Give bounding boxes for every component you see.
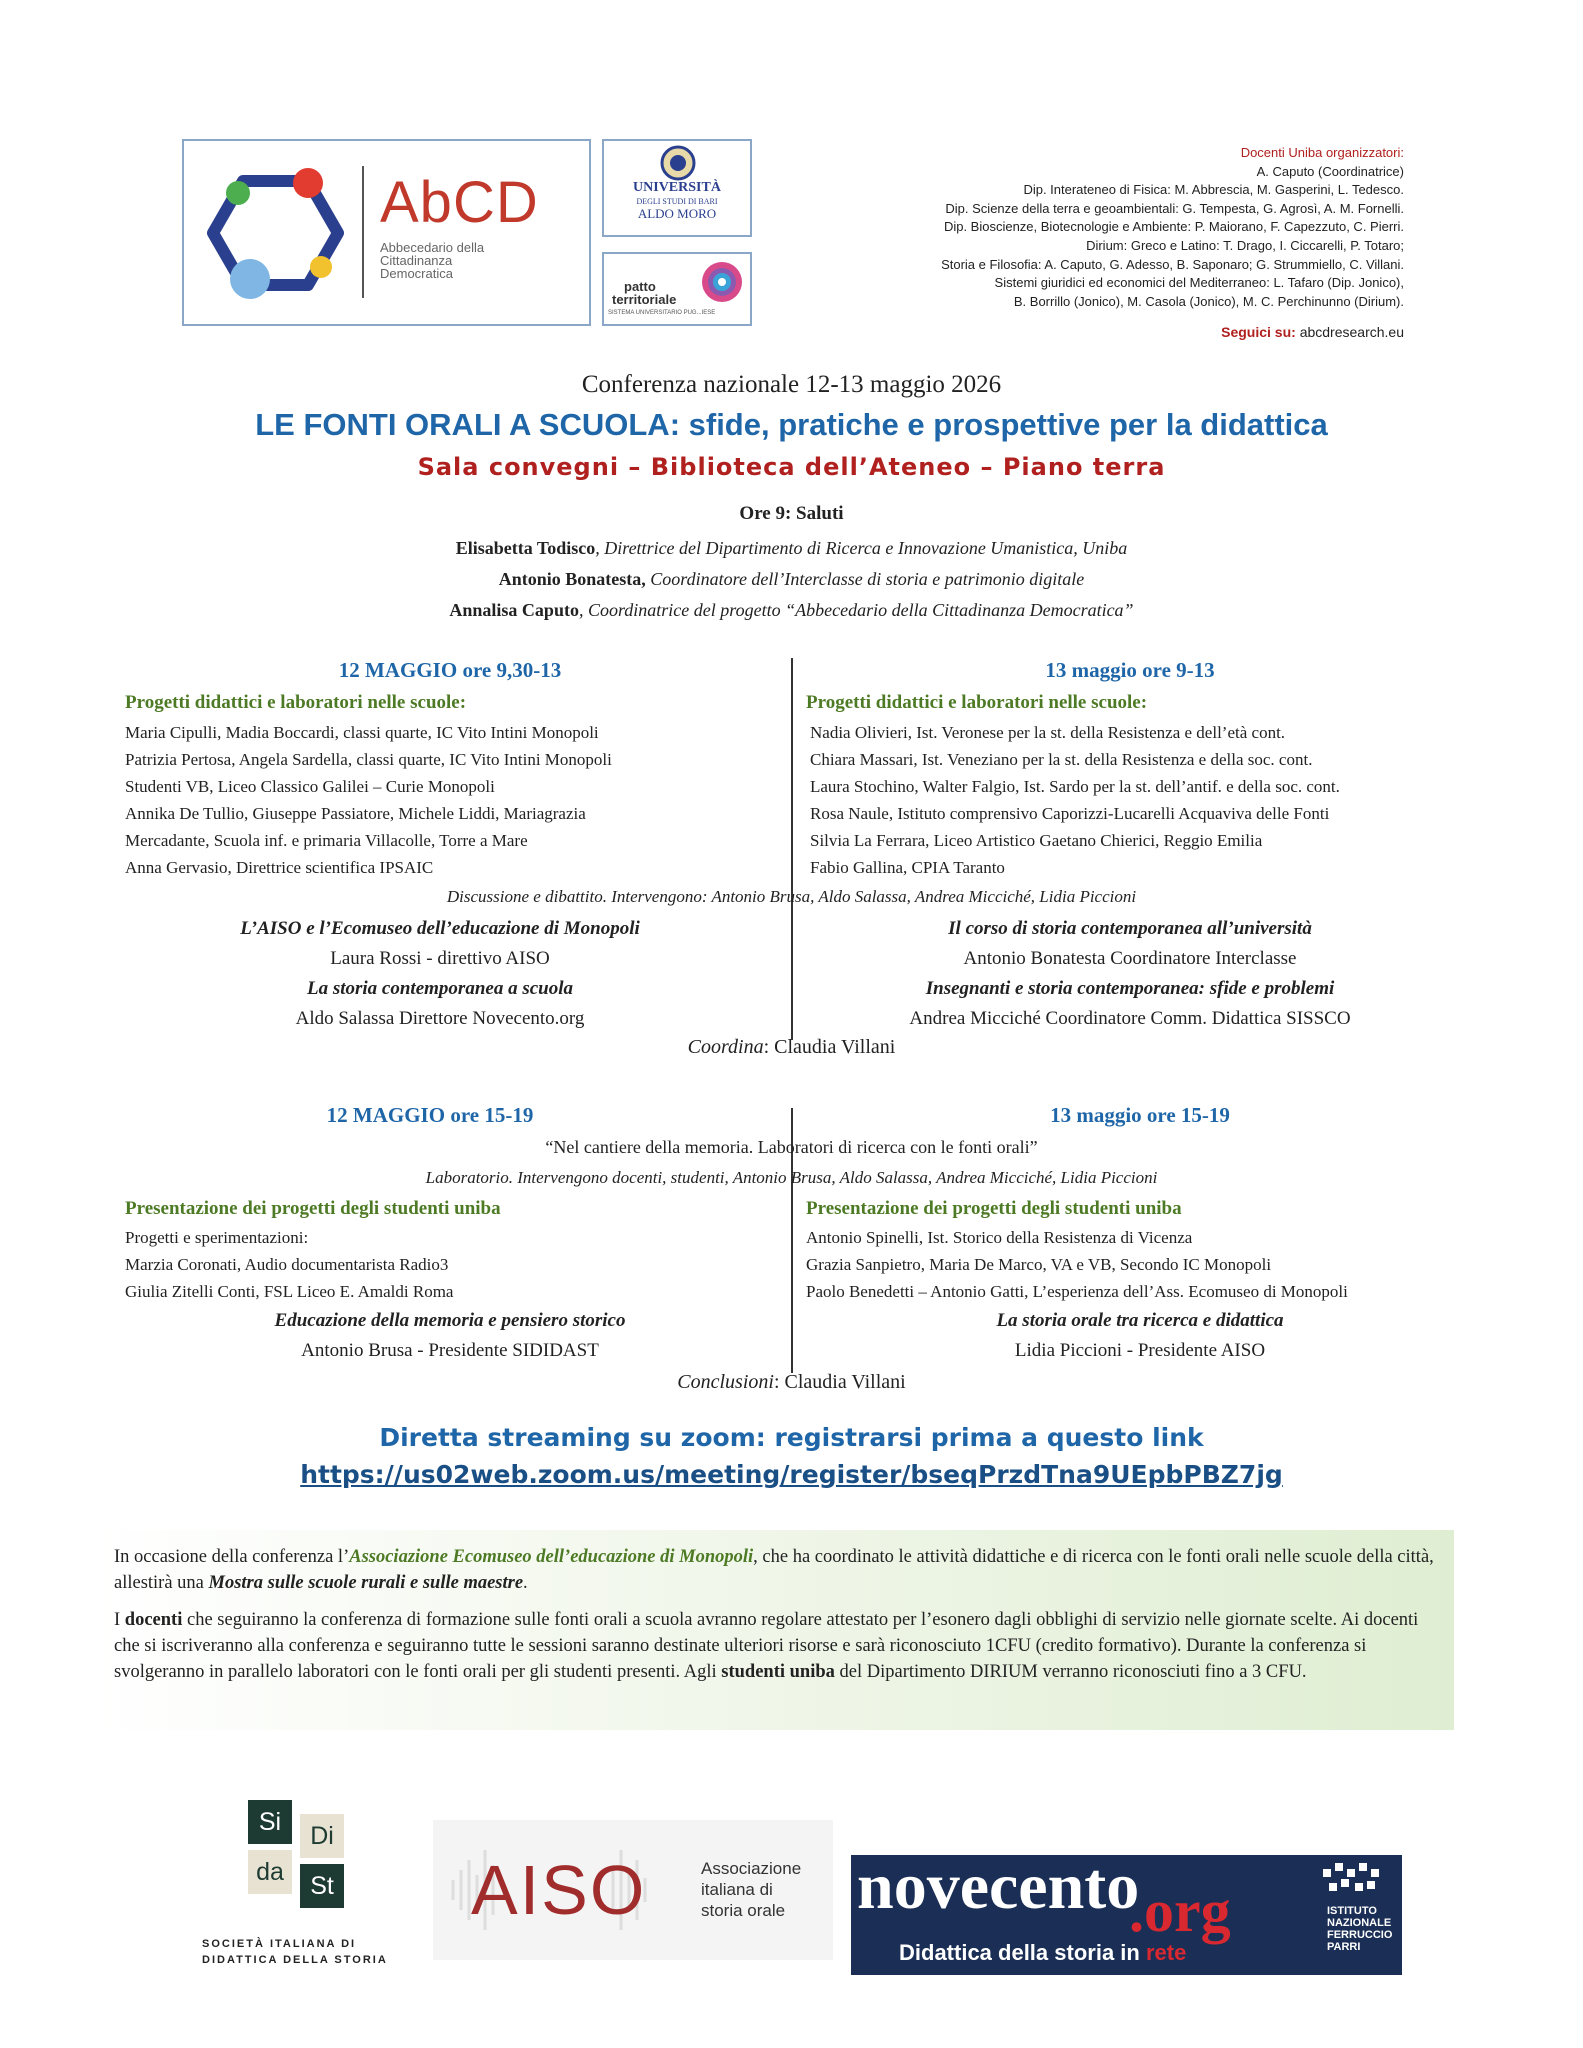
info-paragraph-2: I docenti che seguiranno la conferenza di formazione sulle fonti orali a scuola avranno regolare attestato per l’esonero dagli obblighi di servizio nelle giornate scelte. Ai docenti che si iscriveranno alla conferenza e seguiranno tutte le sessioni saranno destinate ulteriori risorse e sarà riconosciuto 1CFU (credito formativo). Durante la conferenza si svolgeranno in parallelo laboratori con le fonti orali per gli studenti presenti. Agli studenti uniba del Dipartimento DIRIUM verranno riconosciuti fino a 3 CFU.	[114, 1610, 1419, 1682]
talk-speaker: Lidia Piccioni - Presidente AISO	[1014, 1340, 1266, 1361]
uniba-line2: DEGLI STUDI DI BARI	[636, 197, 718, 206]
list-item: Studenti VB, Liceo Classico Galilei – Curie Monopoli	[125, 777, 495, 796]
morning-left-list	[125, 719, 785, 881]
talk-title: Educazione della memoria e pensiero storico	[274, 1310, 626, 1331]
list-item: Patrizia Pertosa, Angela Sardella, classi quarte, IC Vito Intini Monopoli	[125, 750, 612, 769]
abcd-subtitle: Abbecedario della Cittadinanza Democratica	[380, 240, 485, 281]
talk-speaker: Andrea Micciché Coordinatore Comm. Didattica SISSCO	[909, 1008, 1351, 1029]
organizer-line: A. Caputo (Coordinatrice)	[1256, 163, 1404, 179]
aiso-logo	[433, 1820, 833, 1960]
list-item: Antonio Spinelli, Ist. Storico della Resistenza di Vicenza	[806, 1228, 1193, 1247]
morning-right-subtitle: Progetti didattici e laboratori nelle scuole:	[806, 692, 1148, 713]
talk-speaker: Aldo Salassa Direttore Novecento.org	[295, 1008, 585, 1029]
organizer-line: Dirium: Greco e Latino: T. Drago, I. Ciccarelli, P. Totaro;	[1086, 237, 1404, 253]
afternoon-left-talk	[120, 1306, 780, 1366]
afternoon-right-header: 13 maggio ore 15-19	[1050, 1103, 1230, 1127]
conference-title: LE FONTI ORALI A SCUOLA: sfide, pratiche e prospettive per la didattica	[255, 407, 1328, 442]
talk-title: La storia orale tra ricerca e didattica	[996, 1310, 1284, 1331]
talk-speaker: Antonio Brusa - Presidente SIDIDAST	[301, 1340, 599, 1361]
abcd-title: AbCD	[380, 170, 539, 235]
list-item: Fabio Gallina, CPIA Taranto	[810, 858, 1005, 877]
organizers-title: Docenti Uniba organizzatori:	[1240, 145, 1404, 160]
morning-left-header: 12 MAGGIO ore 9,30-13	[338, 658, 562, 682]
morning-right-header: 13 maggio ore 9-13	[1045, 658, 1215, 682]
morning-right-talks	[810, 914, 1450, 1034]
greeting-item: Antonio Bonatesta, Coordinatore dell’Interclasse di storia e patrimonio digitale	[498, 569, 1085, 589]
greeting-item: Annalisa Caputo, Coordinatrice del progetto “Abbecedario della Cittadinanza Democratica”	[449, 600, 1134, 620]
list-item: Progetti e sperimentazioni:	[125, 1228, 309, 1247]
morning-right-list	[810, 719, 1500, 881]
list-item: Grazia Sanpietro, Maria De Marco, VA e VB, Secondo IC Monopoli	[806, 1255, 1272, 1274]
novecento-wordmark: novecento	[857, 1855, 1140, 1923]
sidast-caption: SOCIETÀ ITALIANA DI DIDATTICA DELLA STORIA	[202, 1938, 388, 1966]
morning-discussion: Discussione e dibattito. Intervengono: Antonio Brusa, Aldo Salassa, Andrea Micciché, Lidia Piccioni	[446, 887, 1137, 906]
patto-territoriale-logo	[602, 252, 752, 326]
talk-speaker: Antonio Bonatesta Coordinatore Interclasse	[963, 948, 1297, 969]
talk-title: La storia contemporanea a scuola	[306, 978, 573, 999]
sidast-logo	[202, 1800, 422, 1975]
novecento-tagline: Didattica della storia in rete	[899, 1940, 1187, 1965]
parri-grid-icon	[1321, 1861, 1387, 1901]
sidast-tile: St	[300, 1864, 344, 1908]
sidast-tile: da	[248, 1850, 292, 1894]
list-item: Silvia La Ferrara, Liceo Artistico Gaetano Chierici, Reggio Emilia	[810, 831, 1263, 850]
zoom-registration-link[interactable]: https://us02web.zoom.us/meeting/register/bseqPrzdTna9UEpbPBZ7jg	[300, 1460, 1283, 1489]
afternoon-conclusions: Conclusioni: Claudia Villani	[677, 1371, 906, 1393]
list-item: Annika De Tullio, Giuseppe Passiatore, Michele Liddi, Mariagrazia	[125, 804, 586, 823]
organizers-block	[780, 144, 1404, 342]
lab-note: Laboratorio. Intervengono docenti, studenti, Antonio Brusa, Aldo Salassa, Andrea Micciché, Lidia Piccioni	[425, 1168, 1158, 1187]
uniba-seal-icon	[660, 145, 696, 181]
lab-title: “Nel cantiere della memoria. Laboratori di ricerca con le fonti orali”	[545, 1137, 1038, 1157]
list-item: Giulia Zitelli Conti, FSL Liceo E. Amaldi Roma	[125, 1282, 454, 1301]
aiso-description: Associazione italiana di storia orale	[701, 1859, 802, 1920]
list-item: Chiara Massari, Ist. Veneziano per la st. della Resistenza e della soc. cont.	[810, 750, 1313, 769]
afternoon-left-list	[125, 1224, 785, 1305]
info-paragraph-1: In occasione della conferenza l’Associazione Ecomuseo dell’educazione di Monopoli, che ha coordinato le attività didattiche e di ricerca con le fonti orali nelle scuole della città, allestirà una Mostra sulle scuole rurali e sulle maestre.	[114, 1547, 1434, 1593]
organizer-line: Dip. Scienze della terra e geoambientali: G. Tempesta, G. Agrosì, A. M. Fornelli.	[945, 200, 1404, 216]
aiso-wordmark: AISO	[471, 1851, 647, 1929]
info-box	[96, 1530, 1454, 1730]
morning-left-subtitle: Progetti didattici e laboratori nelle scuole:	[125, 692, 467, 713]
organizer-line: Storia e Filosofia: A. Caputo, G. Adesso, B. Saponaro; G. Strummiello, C. Villani.	[941, 256, 1404, 272]
greetings-title: Ore 9: Saluti	[739, 503, 844, 524]
list-item: Laura Stochino, Walter Falgio, Ist. Sardo per la st. dell’antif. e della soc. cont.	[810, 777, 1340, 796]
list-item: Paolo Benedetti – Antonio Gatti, L’esperienza dell’Ass. Ecomuseo di Monopoli	[806, 1282, 1348, 1301]
afternoon-left-header: 12 MAGGIO ore 15-19	[326, 1103, 534, 1127]
list-item: Maria Cipulli, Madia Boccardi, classi quarte, IC Vito Intini Monopoli	[125, 723, 599, 742]
list-item: Rosa Naule, Istituto comprensivo Caporizzi-Lucarelli Acquaviva delle Fonti	[810, 804, 1330, 823]
talk-title: Il corso di storia contemporanea all’università	[948, 918, 1312, 939]
organizer-line: Dip. Bioscienze, Biotecnologie e Ambiente: P. Maiorano, F. Capezzuto, C. Pierri.	[943, 219, 1404, 235]
uniba-line1: UNIVERSITÀ	[633, 180, 721, 195]
morning-divider	[791, 658, 793, 1040]
morning-coordinator: Coordina: Claudia Villani	[687, 1036, 896, 1058]
sidast-tile: Si	[248, 1800, 292, 1844]
organizer-line: Dip. Interateneo di Fisica: M. Abbrescia, M. Gasperini, L. Tedesco.	[1023, 182, 1404, 198]
follow-us: Seguici su: abcdresearch.eu	[1221, 324, 1404, 341]
abcd-logo	[182, 139, 591, 326]
sidast-tile: Di	[300, 1814, 344, 1858]
greeting-item: Elisabetta Todisco, Direttrice del Dipartimento di Ricerca e Innovazione Umanistica, Uniba	[455, 538, 1128, 558]
abcd-hexagon-icon	[198, 161, 348, 306]
uniba-line3: ALDO MORO	[637, 206, 717, 221]
list-item: Nadia Olivieri, Ist. Veronese per la st. della Resistenza e dell’età cont.	[810, 723, 1286, 742]
streaming-title: Diretta streaming su zoom: registrarsi prima a questo link	[379, 1423, 1204, 1452]
talk-title: Insegnanti e storia contemporanea: sfide e problemi	[925, 978, 1335, 999]
patto-spiral-icon	[700, 260, 744, 304]
afternoon-right-list	[806, 1224, 1506, 1305]
organizer-line: Sistemi giuridici ed economici del Mediterraneo: L. Tafaro (Dip. Jonico),	[994, 275, 1404, 291]
afternoon-right-talk	[810, 1306, 1470, 1366]
conference-date: Conferenza nazionale 12-13 maggio 2026	[581, 371, 1002, 398]
talk-title: L’AISO e l’Ecomuseo dell’educazione di Monopoli	[240, 918, 640, 939]
list-item: Mercadante, Scuola inf. e primaria Villacolle, Torre a Mare	[125, 831, 528, 850]
afternoon-left-subtitle: Presentazione dei progetti degli studenti uniba	[125, 1198, 501, 1219]
list-item: Marzia Coronati, Audio documentarista Radio3	[125, 1255, 449, 1274]
organizer-line: B. Borrillo (Jonico), M. Casola (Jonico), M. C. Perchinunno (Dirium).	[1013, 293, 1404, 309]
novecento-logo	[851, 1855, 1402, 1975]
greetings-list	[0, 533, 1583, 626]
uniba-logo	[602, 139, 752, 237]
patto-caption: SISTEMA UNIVERSITARIO PUG...IESE	[608, 310, 716, 316]
patto-text: patto territoriale	[612, 279, 677, 307]
parri-text: ISTITUTO NAZIONALE FERRUCCIO PARRI	[1327, 1905, 1393, 1953]
follow-us-link[interactable]: abcdresearch.eu	[1299, 324, 1404, 341]
talk-speaker: Laura Rossi - direttivo AISO	[330, 948, 550, 969]
novecento-org: .org	[1129, 1878, 1231, 1944]
morning-left-talks	[120, 914, 760, 1034]
conference-venue: Sala convegni – Biblioteca dell’Ateneo – Piano terra	[417, 453, 1166, 481]
afternoon-right-subtitle: Presentazione dei progetti degli studenti uniba	[806, 1198, 1182, 1219]
list-item: Anna Gervasio, Direttrice scientifica IPSAIC	[125, 858, 434, 877]
